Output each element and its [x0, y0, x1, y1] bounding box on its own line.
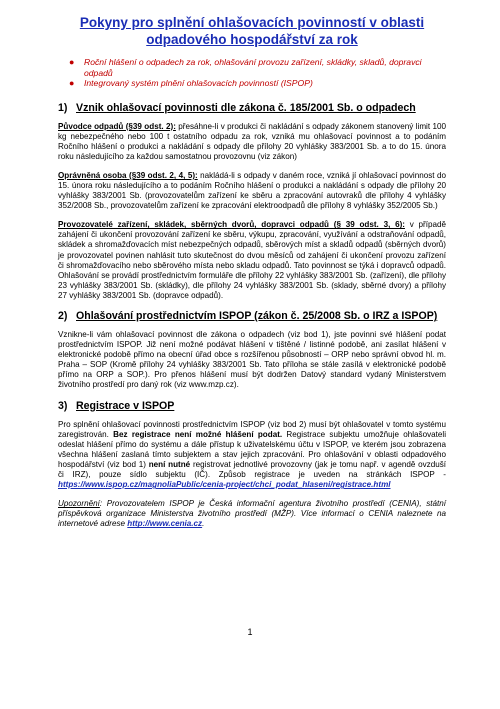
registration-link[interactable]: https://www.ispop.cz/magnoliaPublic/cenia-project/chci_podat_hlaseni/registrace.html: [58, 480, 391, 490]
bullet-icon: ●: [69, 78, 75, 88]
bullet-text: Integrovaný systém plnění ohlašovacích povinností (ISPOP): [84, 78, 313, 88]
document-page: [58, 14, 446, 530]
bullet-icon: ●: [69, 57, 75, 67]
section1-paragraph-authorized: Oprávněná osoba (§39 odst. 2, 4, 5): nakládá-li s odpady v daném roce, vzniká jí ohlašovací povinnost do 15. února roku následujícího a to podáním Ročního hlášení o produkci a nakládání s odpady dle přílohy 20 vyhlášky 383/2001 Sb. (provozovatelům zařízení ke sběru a zpracování autovraků dle přílohy 4 vyhlášky 352/2008 Sb., provozovatelům zařízení ke zpracování elektroodpadů dle přílohy 8 vyhlášky 352/2005 Sb.): [58, 170, 446, 211]
section2-heading: 2) Ohlašování prostřednictvím ISPOP (zákon č. 25/2008 Sb. o IRZ a ISPOP): [58, 310, 438, 322]
section2-paragraph: Vznikne-li vám ohlašovací povinnost dle zákona o odpadech (viz bod 1), jste povinni své hlášení podat prostřednictvím ISPOP. Již není možné podávat hlášení v tištěné / listinné podobě, ani zasílat hlášení v elektronické podobě přímo na obecní úřad obce s rozšířenou působností – ORP nebo správní obvod hl. m. Praha – SOP (Kromě přílohy 24 vyhlášky 383/2001 Sb. Tato příloha se stále zasílá v elektronické podobě přímo na ORP a SOP.). Pro přenos hlášení musí být dodržen Datový standard vydaný Ministerstvem životního prostředí pro daný rok (viz www.mzp.cz).: [58, 330, 446, 390]
bullet-text: Roční hlášení o odpadech za rok, ohlašování provozu zařízení, skládky, skladů, dopravci odpadů: [84, 57, 422, 78]
section3-heading: 3) Registrace v ISPOP: [58, 399, 175, 412]
document-title: Pokyny pro splnění ohlašovacích povinností v oblasti odpadového hospodářství za rok: [79, 15, 425, 47]
section1-paragraph-operators: Provozovatelé zařízení, skládek, sběrných dvorů, dopravci odpadů (§ 39 odst. 3, 6): v případě zahájení či ukončení provozování zařízení ke sběru, výkupu, zpracování, využívání a odstraňování odpadů, skládek a shromažďovacích míst nebezpečných odpadů, sběrových míst a skladů odpadů (sběrných dvorů) je provozovatel povinen nahlásit tuto skutečnost do dvou měsíců od zahájení či ukončení provozu zařízení či shromažďovacího nebo sběrového místa nebo skladu odpadů. Tato povinnost se týká i dopravců odpadů. Ohlašování se provádí prostřednictvím formuláře dle přílohy 22 vyhlášky 383/2001 Sb. (zařízení), dle přílohy 23 vyhlášky 383/2001 Sb. (skládky), dle přílohy 24 vyhlášky 383/2001 Sb. (sklady, sběrné dvory) a přílohy 27 vyhlášky 383/2001 Sb. (dopravce odpadů).: [58, 220, 446, 300]
section3-paragraph: Pro splnění ohlašovací povinnosti prostřednictvím ISPOP (viz bod 2) musí být ohlašovatel v tomto systému zaregistrován. Bez registrace není možné hlášení podat. Registrace subjektu umožňuje ohlašovateli odeslat hlášení přímo do systému a dále přístup k uživatelskému účtu v ISPOP, ve kterém jsou zobrazena všechna hlášení zaslaná tímto subjektem a stav jejich zpracování. Pro ohlašování v oblasti odpadového hospodářství (viz bod 1) není nutné registrovat jednotlivé provozovny (jak je tomu např. v agendě ovzduší či IRZ), pouze sídlo subjektu (IČ). Způsob registrace je uveden na stránkách ISPOP - https://www.ispop.cz/magnoliaPublic/cenia-project/chci_podat_hlaseni/registrace.html: [58, 419, 447, 490]
bullet-item: [69, 78, 446, 89]
section1-paragraph-originator: Původce odpadů (§39 odst. 2): přesáhne-li v produkci či nakládání s odpady zákonem stanovený limit 100 kg nebezpečného nebo 100 t ostatního odpadu za rok, vzniká mu ohlašovací povinnost a to podáním Ročního hlášení o produkci a nakládání s odpady dle přílohy 20 vyhlášky 383/2001 Sb. a to do 15. února roku následujícího za každou samostatnou provozovnu (viz zákon): [58, 121, 446, 161]
section1-heading: 1) Vznik ohlašovací povinnosti dle zákona č. 185/2001 Sb. o odpadech: [58, 101, 416, 114]
bullet-item: [69, 57, 446, 78]
note-paragraph: Upozornění: Provozovatelem ISPOP je Česká informační agentura životního prostředí (CENIA), státní příspěvková organizace Ministerstva životního prostředí (MŽP). Více informací o CENIA naleznete na internetové adrese http://www.cenia.cz.: [58, 499, 446, 529]
cenia-link[interactable]: http://www.cenia.cz: [127, 519, 203, 529]
bullet-list: [58, 57, 446, 89]
page-number: 1: [247, 627, 253, 637]
